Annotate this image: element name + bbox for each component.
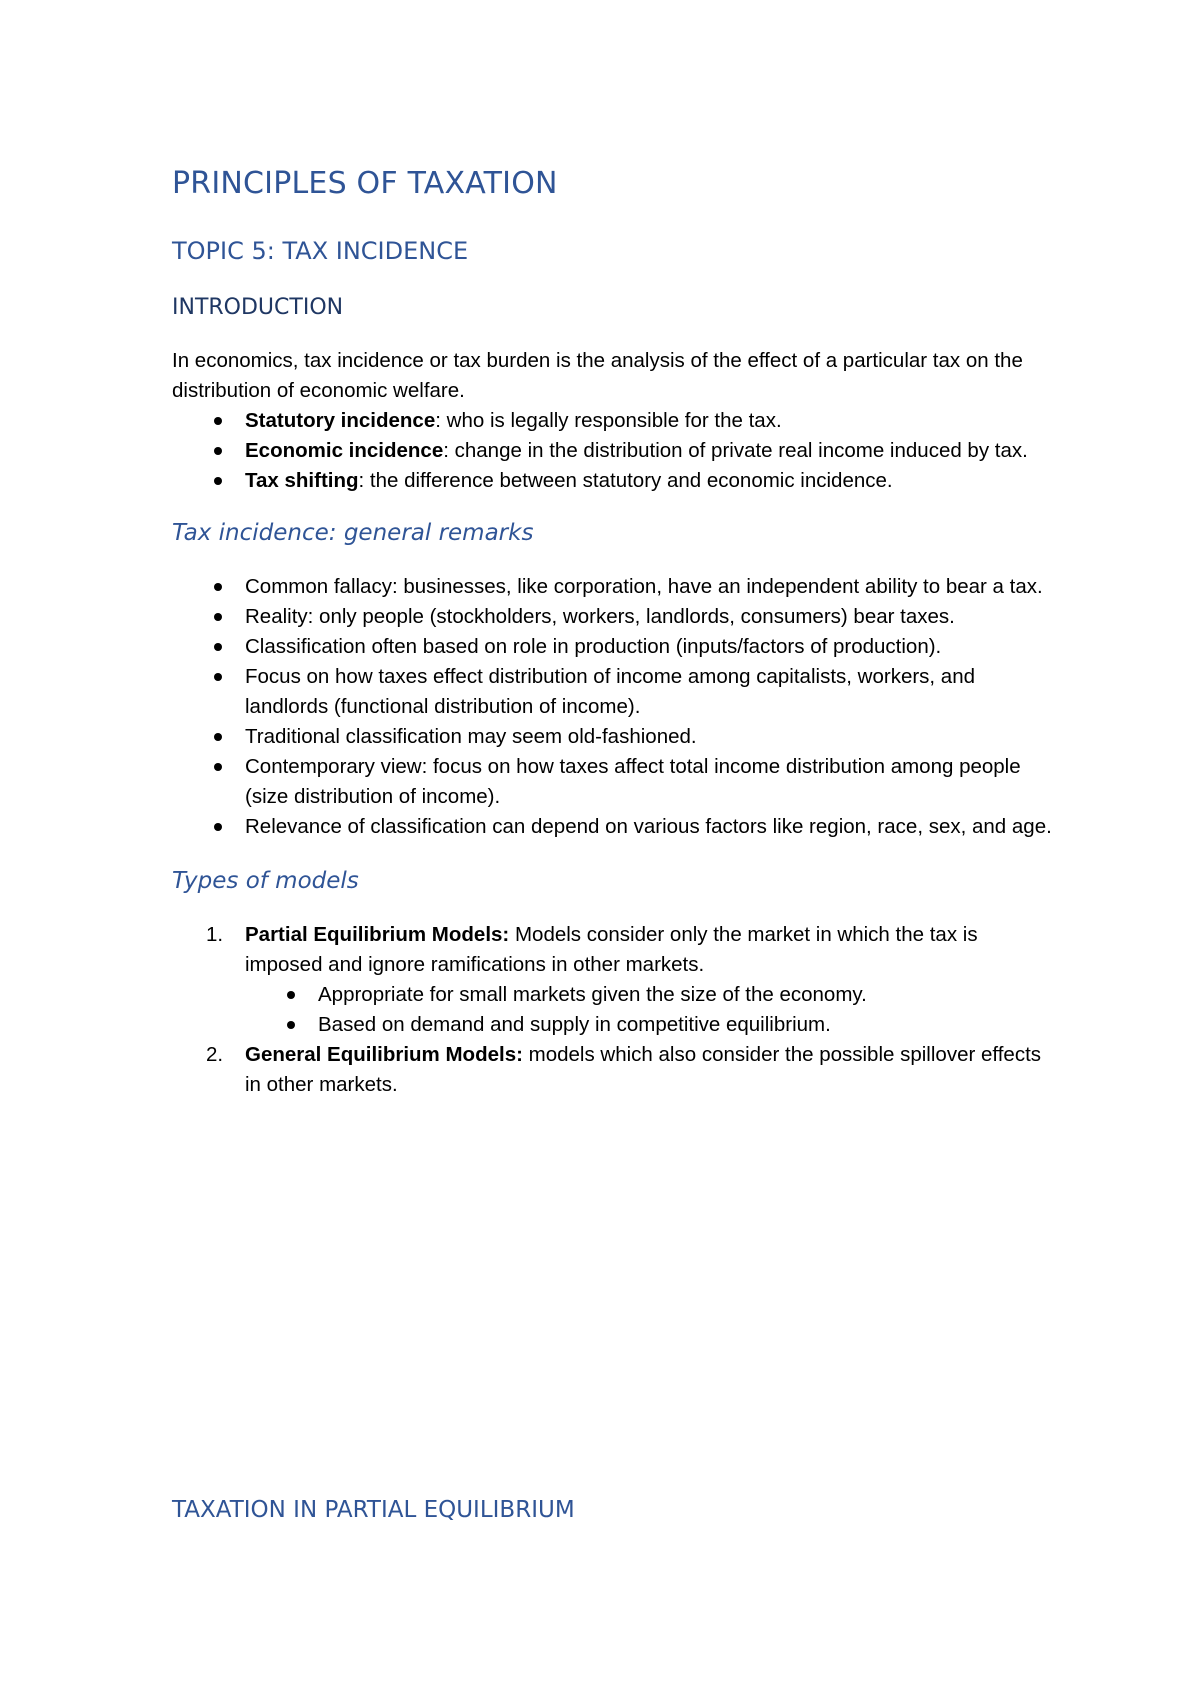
bullet-term: Statutory incidence <box>245 409 436 432</box>
list-item: Relevance of classification can depend on various factors like region, race, sex, and age. <box>172 812 1052 842</box>
list-item <box>172 920 1052 1040</box>
list-item: Contemporary view: focus on how taxes affect total income distribution among people (size distribution of income). <box>172 752 1052 812</box>
model-term: General Equilibrium Models: <box>245 1043 523 1066</box>
list-item <box>172 1040 1052 1100</box>
bullet-text: : the difference between statutory and economic incidence. <box>358 469 893 492</box>
list-item: Classification often based on role in production (inputs/factors of production). <box>172 632 1052 662</box>
model-text: Models consider only the market in which the tax is imposed and ignore ramifications in other markets. <box>245 923 978 976</box>
topic-heading: TOPIC 5: TAX INCIDENCE <box>172 237 469 265</box>
list-number: 1. <box>206 923 224 946</box>
document-page <box>172 160 1052 1100</box>
bullet-text: : who is legally responsible for the tax. <box>435 409 782 432</box>
list-item: Based on demand and supply in competitive equilibrium. <box>245 1010 1052 1040</box>
model-sub-bullet-list <box>245 980 1052 1040</box>
introduction-heading: INTRODUCTION <box>172 295 344 320</box>
list-item: Reality: only people (stockholders, workers, landlords, consumers) bear taxes. <box>172 602 1052 632</box>
document-title: PRINCIPLES OF TAXATION <box>172 166 558 201</box>
models-heading: Types of models <box>172 868 359 894</box>
list-item: Appropriate for small markets given the size of the economy. <box>245 980 1052 1010</box>
list-item <box>172 466 1052 496</box>
list-item: Focus on how taxes effect distribution of income among capitalists, workers, and landlords (functional distribution of income). <box>172 662 1052 722</box>
bullet-term: Economic incidence <box>245 439 444 462</box>
list-item: Traditional classification may seem old-fashioned. <box>172 722 1052 752</box>
model-text: models which also consider the possible spillover effects in other markets. <box>245 1043 1042 1096</box>
list-item: Common fallacy: businesses, like corporation, have an independent ability to bear a tax. <box>172 572 1052 602</box>
list-item <box>172 436 1052 466</box>
intro-bullet-list <box>172 406 1052 496</box>
remarks-heading: Tax incidence: general remarks <box>172 520 534 546</box>
bullet-term: Tax shifting <box>245 469 359 492</box>
models-numbered-list <box>172 920 1052 1100</box>
list-item <box>172 406 1052 436</box>
list-number: 2. <box>206 1043 224 1066</box>
bullet-text: : change in the distribution of private real income induced by tax. <box>443 439 1028 462</box>
remarks-bullet-list <box>172 572 1052 842</box>
intro-paragraph: In economics, tax incidence or tax burden is the analysis of the effect of a particular tax on the distribution of economic welfare. <box>172 349 1023 402</box>
model-term: Partial Equilibrium Models: <box>245 923 510 946</box>
partial-equilibrium-heading: TAXATION IN PARTIAL EQUILIBRIUM <box>172 1497 575 1523</box>
